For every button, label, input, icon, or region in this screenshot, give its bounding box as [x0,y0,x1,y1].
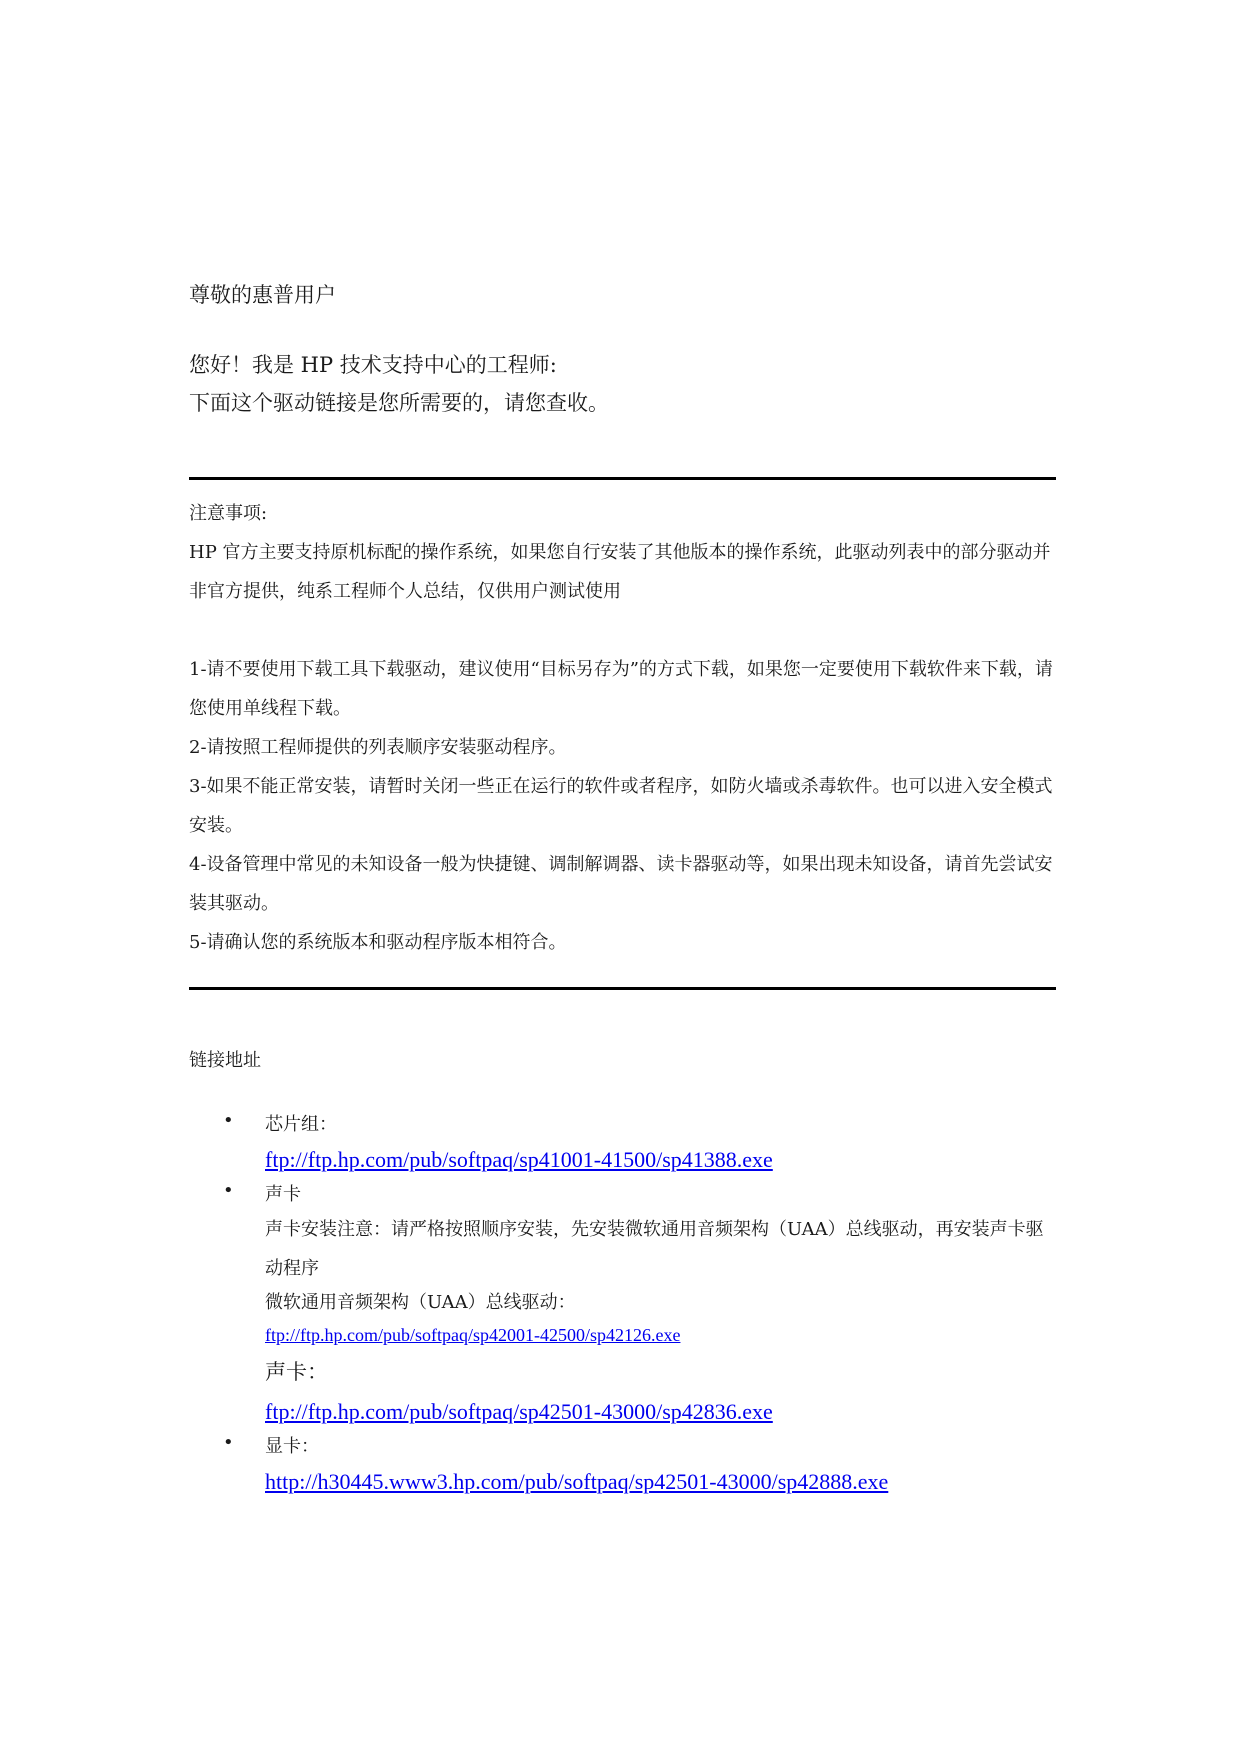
bullet-icon: • [223,1180,234,1201]
uaa-driver-link[interactable]: ftp://ftp.hp.com/pub/softpaq/sp42001-42500/sp42126.exe [265,1325,681,1345]
list-item-audio [189,1180,1056,1432]
bullet-icon: • [223,1432,234,1453]
note-item-2: 2-请按照工程师提供的列表顺序安装驱动程序。 [189,737,567,758]
divider-bottom [189,987,1056,990]
graphics-label: 显卡： [265,1436,319,1457]
chipset-label: 芯片组： [265,1114,337,1135]
links-title: 链接地址 [189,1050,261,1071]
chipset-link[interactable]: ftp://ftp.hp.com/pub/softpaq/sp41001-41500/sp41388.exe [265,1147,773,1172]
graphics-driver-link[interactable]: http://h30445.www3.hp.com/pub/softpaq/sp42501-43000/sp42888.exe [265,1469,889,1494]
intro-line-1: 您好！我是 HP 技术支持中心的工程师: [189,353,557,377]
notes-disclaimer: HP 官方主要支持原机标配的操作系统，如果您自行安装了其他版本的操作系统，此驱动列表中的部分驱动并非官方提供，纯系工程师个人总结，仅供用户测试使用 [189,542,1051,602]
list-item-graphics [189,1432,1056,1502]
driver-link-list [189,1110,1056,1502]
uaa-label: 微软通用音频架构（UAA）总线驱动： [265,1292,576,1313]
audio-driver-link[interactable]: ftp://ftp.hp.com/pub/softpaq/sp42501-43000/sp42836.exe [265,1399,773,1424]
intro [189,346,609,422]
list-item-chipset [189,1110,1056,1180]
audio-driver-label: 声卡： [265,1360,328,1384]
divider-top [189,477,1056,480]
audio-label: 声卡 [265,1184,301,1205]
notes-title: 注意事项: [189,503,268,524]
bullet-icon: • [223,1110,234,1131]
greeting: 尊敬的惠普用户 [189,283,336,307]
intro-line-2: 下面这个驱动链接是您所需要的，请您查收。 [189,391,609,415]
notes-section [189,494,1056,962]
note-item-3: 3-如果不能正常安装，请暂时关闭一些正在运行的软件或者程序，如防火墙或杀毒软件。也可以进入安全模式安装。 [189,776,1053,836]
note-item-4: 4-设备管理中常见的未知设备一般为快捷键、调制解调器、读卡器驱动等，如果出现未知设备，请首先尝试安装其驱动。 [189,854,1053,914]
note-item-5: 5-请确认您的系统版本和驱动程序版本相符合。 [189,932,567,953]
audio-install-note: 声卡安装注意：请严格按照顺序安装，先安装微软通用音频架构（UAA）总线驱动，再安装声卡驱动程序 [265,1219,1044,1279]
spacer [189,611,1056,650]
note-item-1: 1-请不要使用下载工具下载驱动，建议使用“目标另存为”的方式下载，如果您一定要使用下载软件来下载，请您使用单线程下载。 [189,659,1053,719]
